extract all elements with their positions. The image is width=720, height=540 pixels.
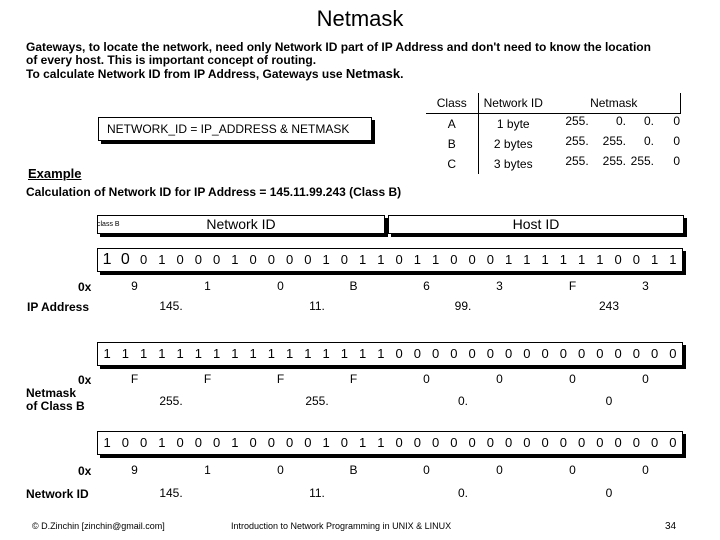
decimal-byte: 11. xyxy=(309,486,325,500)
intro-line-1: Gateways, to locate the network, need only Network ID part of IP Address and don't need to know the location xyxy=(26,40,651,54)
bit-cell: 1 xyxy=(432,252,440,267)
decimal-byte: 243 xyxy=(598,299,620,313)
network-id-bits xyxy=(97,431,683,455)
bit-cell: 1 xyxy=(322,252,330,267)
decimal-byte: 255. xyxy=(305,394,329,408)
hex-digit: 0 xyxy=(569,372,576,386)
bit-cell: 1 xyxy=(578,252,586,267)
bit-cell: 0 xyxy=(541,346,549,361)
bit-cell: 0 xyxy=(578,435,586,450)
bit-cell: 1 xyxy=(213,346,221,361)
bit-cell: 0 xyxy=(286,252,294,267)
bit-cell: 1 xyxy=(523,252,531,267)
bit-cell: 0 xyxy=(559,435,567,450)
page-title: Netmask xyxy=(316,6,404,31)
bit-cell: 0 xyxy=(486,435,494,450)
bit-cell: 0 xyxy=(140,435,148,450)
bit-cell: 0 xyxy=(267,435,275,450)
netmask-label: Netmask xyxy=(26,386,77,400)
bit-cell: 1 xyxy=(322,346,330,361)
bit-cell: 1 xyxy=(322,435,330,450)
bit-cell: 0 xyxy=(486,346,494,361)
ip-address-label: IP Address xyxy=(27,300,90,314)
bit-cell: 0 xyxy=(176,435,184,450)
decimal-byte: 145. xyxy=(159,486,183,500)
hex-digit: 0 xyxy=(496,372,503,386)
bit-cell: 0 xyxy=(505,346,513,361)
decimal-byte: 11. xyxy=(309,299,325,313)
network-id-row-label: Network ID xyxy=(26,487,89,501)
hex-digit: 1 xyxy=(204,463,211,477)
netmask-class-b-label: of Class B xyxy=(26,399,85,413)
bit-cell: 0 xyxy=(596,346,604,361)
bit-cell: 1 xyxy=(340,346,348,361)
mask-byte: 255. xyxy=(565,113,589,128)
bit-cell: 0 xyxy=(450,435,458,450)
bit-cell: 0 xyxy=(340,435,348,450)
decimal-byte: 255. xyxy=(159,394,183,408)
mask-byte: 255. xyxy=(565,133,589,148)
bit-cell: 0 xyxy=(413,435,421,450)
bit-cell: 0 xyxy=(450,346,458,361)
bit-cell: 0 xyxy=(523,346,531,361)
hex-digit: F xyxy=(130,372,139,386)
bit-cell: 1 xyxy=(231,435,239,450)
bit-cell: 0 xyxy=(194,435,202,450)
bit-cell: 0 xyxy=(413,346,421,361)
bit-cell: 1 xyxy=(377,252,385,267)
bit-cell: 0 xyxy=(395,252,403,267)
bit-cell: 0 xyxy=(249,252,257,267)
mask-hex-prefix: 0x xyxy=(78,373,92,387)
bit-cell: 0 xyxy=(632,435,640,450)
netmask-cell xyxy=(548,134,680,154)
example-label: Example xyxy=(28,166,82,181)
bit-cell: 1 xyxy=(102,251,112,268)
bit-cell: 0 xyxy=(505,435,513,450)
hex-digit: 0 xyxy=(642,372,649,386)
intro-line-3 xyxy=(26,67,403,81)
hex-digit: 0 xyxy=(423,372,430,386)
hex-digit: 3 xyxy=(496,279,503,293)
class-table-header xyxy=(426,93,680,113)
net-hex-prefix: 0x xyxy=(78,464,92,478)
bit-cell: 1 xyxy=(377,346,385,361)
bit-cell: 0 xyxy=(596,435,604,450)
decimal-byte: 99. xyxy=(454,299,472,313)
bit-cell: 0 xyxy=(486,252,494,267)
bit-cell: 0 xyxy=(632,252,640,267)
mask-byte: 255. xyxy=(630,153,654,168)
bit-cell: 0 xyxy=(614,435,622,450)
bit-cell: 0 xyxy=(140,252,148,267)
mask-byte: 0. xyxy=(615,113,626,128)
class-cell: C xyxy=(426,154,478,174)
class-cell: B xyxy=(426,134,478,154)
table-row xyxy=(426,154,680,174)
bit-cell: 0 xyxy=(194,252,202,267)
hex-digit: 3 xyxy=(642,279,649,293)
bit-cell: 0 xyxy=(669,435,677,450)
hex-digit: 1 xyxy=(204,279,211,293)
bit-cell: 1 xyxy=(231,252,239,267)
mask-byte: 255. xyxy=(565,153,589,168)
class-header: Class xyxy=(426,93,478,113)
bit-cell: 0 xyxy=(669,346,677,361)
bit-cell: 1 xyxy=(413,252,421,267)
hex-digit: 0 xyxy=(277,463,284,477)
table-row xyxy=(426,134,680,154)
bit-cell: 0 xyxy=(614,346,622,361)
hex-digit: B xyxy=(349,279,358,293)
bit-cell: 1 xyxy=(249,346,257,361)
hex-digit: 0 xyxy=(642,463,649,477)
bit-cell: 0 xyxy=(468,435,476,450)
bit-cell: 1 xyxy=(651,252,659,267)
bit-cell: 0 xyxy=(213,252,221,267)
bit-cell: 1 xyxy=(158,346,166,361)
hex-digit: 0 xyxy=(496,463,503,477)
decimal-byte: 0. xyxy=(457,486,468,500)
hex-digit: 0 xyxy=(569,463,576,477)
formula-box: NETWORK_ID = IP_ADDRESS & NETMASK xyxy=(98,117,372,141)
bit-cell: 0 xyxy=(614,252,622,267)
bit-cell: 1 xyxy=(140,346,148,361)
bit-cell: 0 xyxy=(121,435,129,450)
bit-cell: 1 xyxy=(505,252,513,267)
bit-cell: 0 xyxy=(578,346,586,361)
mask-byte: 255. xyxy=(602,133,626,148)
bit-cell: 1 xyxy=(377,435,385,450)
netmask-header: Netmask xyxy=(548,93,680,113)
decimal-byte: 0 xyxy=(605,486,613,500)
bit-cell: 1 xyxy=(158,252,166,267)
bit-cell: 1 xyxy=(158,435,166,450)
network-id-cell: 1 byte xyxy=(496,116,530,131)
bit-cell: 0 xyxy=(176,252,184,267)
mask-byte: 0. xyxy=(643,113,654,128)
bit-cell: 0 xyxy=(213,435,221,450)
bit-cell: 0 xyxy=(651,435,659,450)
host-id-box xyxy=(388,215,684,234)
network-id-box xyxy=(97,215,385,234)
bit-cell: 1 xyxy=(121,346,129,361)
bit-cell: 1 xyxy=(176,346,184,361)
bit-cell: 0 xyxy=(632,346,640,361)
ip-address-bits xyxy=(97,248,683,272)
host-id-label: Host ID xyxy=(512,216,560,232)
mask-byte: 255. xyxy=(602,153,626,168)
bit-cell: 1 xyxy=(669,252,677,267)
intro-line-3-suffix: . xyxy=(400,67,404,81)
bit-cell: 0 xyxy=(395,346,403,361)
bit-cell: 0 xyxy=(432,346,440,361)
intro-line-3-prefix: To calculate Network ID from IP Address, Gateways use xyxy=(26,67,346,81)
bit-cell: 0 xyxy=(541,435,549,450)
bit-cell: 1 xyxy=(231,346,239,361)
bit-cell: 0 xyxy=(249,435,257,450)
bit-cell: 1 xyxy=(559,252,567,267)
page-number: 34 xyxy=(665,521,677,532)
bit-cell: 0 xyxy=(286,435,294,450)
table-row xyxy=(426,113,680,134)
class-b-tag: class B xyxy=(97,221,120,228)
class-cell: A xyxy=(426,113,478,134)
network-id-header: Network ID xyxy=(478,93,548,113)
ip-hex-prefix: 0x xyxy=(78,280,92,294)
hex-digit: 9 xyxy=(131,463,138,477)
decimal-byte: 145. xyxy=(159,299,183,313)
bit-cell: 1 xyxy=(267,346,275,361)
bit-cell: 1 xyxy=(304,346,312,361)
intro-line-2: of every host. This is important concept of routing. xyxy=(26,53,317,67)
bit-cell: 0 xyxy=(559,346,567,361)
mask-byte: 0 xyxy=(673,113,680,128)
hex-digit: B xyxy=(349,463,358,477)
netmask-cell xyxy=(548,114,680,134)
bit-cell: 0 xyxy=(395,435,403,450)
bit-cell: 1 xyxy=(359,252,367,267)
bit-cell: 1 xyxy=(103,435,111,450)
bit-cell: 0 xyxy=(304,252,312,267)
mask-byte: 0. xyxy=(643,133,654,148)
hex-digit: F xyxy=(568,279,577,293)
hex-digit: F xyxy=(276,372,285,386)
bit-cell: 1 xyxy=(103,346,111,361)
bit-cell: 1 xyxy=(359,346,367,361)
bit-cell: 0 xyxy=(450,252,458,267)
example-description: Calculation of Network ID for IP Address = 145.11.99.243 (Class B) xyxy=(26,185,402,199)
bit-cell: 0 xyxy=(120,251,130,268)
bit-cell: 1 xyxy=(286,346,294,361)
netmask-bits xyxy=(97,342,683,366)
decimal-byte: 0 xyxy=(605,394,613,408)
bit-cell: 0 xyxy=(523,435,531,450)
hex-digit: 9 xyxy=(131,279,138,293)
hex-digit: 0 xyxy=(423,463,430,477)
network-id-label: Network ID xyxy=(206,216,276,232)
intro-netmask-keyword: Netmask xyxy=(345,66,401,81)
footer-course: Introduction to Network Programming in UNIX & LINUX xyxy=(231,521,452,531)
class-table xyxy=(426,93,681,174)
decimal-byte: 0. xyxy=(457,394,468,408)
hex-digit: F xyxy=(349,372,358,386)
hex-digit: F xyxy=(203,372,212,386)
bit-cell: 0 xyxy=(340,252,348,267)
bit-cell: 0 xyxy=(267,252,275,267)
footer-author: © D.Zinchin [zinchin@gmail.com] xyxy=(32,521,165,531)
network-id-cell: 2 bytes xyxy=(493,136,533,151)
bit-cell: 1 xyxy=(596,252,604,267)
bit-cell: 0 xyxy=(304,435,312,450)
hex-digit: 6 xyxy=(423,279,430,293)
network-id-cell: 3 bytes xyxy=(493,156,533,171)
netmask-cell xyxy=(548,154,680,174)
bit-cell: 0 xyxy=(432,435,440,450)
mask-byte: 0 xyxy=(673,133,680,148)
bit-cell: 0 xyxy=(651,346,659,361)
bit-cell: 1 xyxy=(541,252,549,267)
mask-byte: 0 xyxy=(673,153,680,168)
bit-cell: 0 xyxy=(468,346,476,361)
bit-cell: 0 xyxy=(468,252,476,267)
bit-cell: 1 xyxy=(359,435,367,450)
bit-cell: 1 xyxy=(194,346,202,361)
hex-digit: 0 xyxy=(277,279,284,293)
